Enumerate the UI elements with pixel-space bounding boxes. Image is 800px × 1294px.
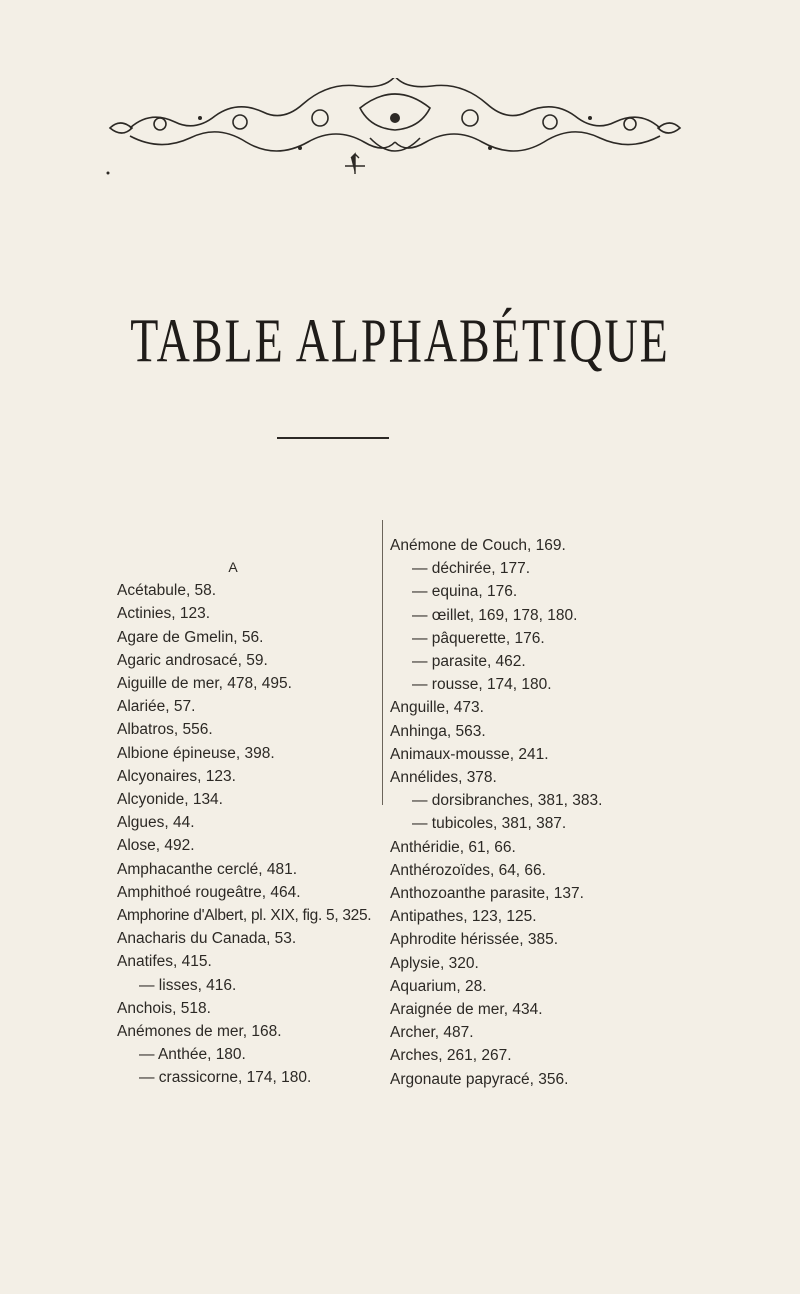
title-rule <box>277 437 389 439</box>
index-entry: Albione épineuse, 398. <box>117 744 275 762</box>
header-ornament <box>100 78 690 178</box>
index-entry: Anatifes, 415. <box>117 953 212 971</box>
index-entry: — déchirée, 177. <box>412 560 531 578</box>
index-entry: Agare de Gmelin, 56. <box>117 628 264 646</box>
index-entry: Acétabule, 58. <box>117 582 217 600</box>
index-entry: — tubicoles, 381, 387. <box>412 815 567 833</box>
index-entry: Annélides, 378. <box>390 769 497 787</box>
index-entry: Aquarium, 28. <box>390 977 487 995</box>
index-entry: Anémones de mer, 168. <box>117 1023 282 1041</box>
index-entry: Anthéridie, 61, 66. <box>390 838 516 856</box>
index-entry: Argonaute papyracé, 356. <box>390 1070 569 1088</box>
index-entry: Anguille, 473. <box>390 699 484 717</box>
index-entry: Aiguille de mer, 478, 495. <box>117 675 292 692</box>
index-entry: Anémone de Couch, 169. <box>390 537 566 554</box>
index-entry: Anacharis du Canada, 53. <box>117 930 297 948</box>
index-entry: Algues, 44. <box>117 814 195 832</box>
index-entry: — parasite, 462. <box>412 653 526 671</box>
index-entry: Agaric androsacé, 59. <box>117 651 268 669</box>
index-entry: Anthozoanthe parasite, 137. <box>390 885 584 903</box>
index-entry: Aplysie, 320. <box>390 954 479 972</box>
index-entry: Arches, 261, 267. <box>390 1047 512 1065</box>
index-entry: — equina, 176. <box>412 583 518 601</box>
index-entry: Anchois, 518. <box>117 999 211 1017</box>
index-entry: Actinies, 123. <box>117 605 211 623</box>
index-entry: Alcyonide, 134. <box>117 791 223 809</box>
index-entry: — crassicorne, 174, 180. <box>139 1069 312 1087</box>
index-entry: — pâquerette, 176. <box>412 629 545 647</box>
index-entry: Anthérozoïdes, 64, 66. <box>390 861 546 879</box>
index-entry: Amphorine d'Albert, pl. XIX, fig. 5, 325. <box>117 907 372 925</box>
index-entry: — œillet, 169, 178, 180. <box>412 606 578 624</box>
section-letter: A <box>228 559 238 575</box>
index-entry: Alose, 492. <box>117 837 195 855</box>
column-divider <box>382 520 383 805</box>
index-entry: — dorsibranches, 381, 383. <box>412 792 603 810</box>
index-entry: Alariée, 57. <box>117 698 196 716</box>
index-entry: Araignée de mer, 434. <box>390 1001 543 1019</box>
index-entry: Alcyonaires, 123. <box>117 767 236 785</box>
index-entry: Albatros, 556. <box>117 721 213 739</box>
index-entry: Amphacanthe cerclé, 481. <box>117 860 298 878</box>
index-entry: — rousse, 174, 180. <box>412 676 552 694</box>
index-entry: Antipathes, 123, 125. <box>390 908 537 926</box>
index-column-right <box>390 534 660 1091</box>
index-entry: Archer, 487. <box>390 1024 474 1042</box>
index-column-left <box>117 534 379 1090</box>
index-entry: — Anthée, 180. <box>139 1046 246 1064</box>
index-entry: Aphrodite hérissée, 385. <box>390 931 559 949</box>
index-entry: — lisses, 416. <box>139 976 237 994</box>
page-title: TABLE ALPHABÉTIQUE <box>130 306 670 376</box>
index-entry: Animaux-mousse, 241. <box>390 745 549 763</box>
index-entry: Amphithoé rougeâtre, 464. <box>117 883 301 901</box>
index-entry: Anhinga, 563. <box>390 722 486 740</box>
